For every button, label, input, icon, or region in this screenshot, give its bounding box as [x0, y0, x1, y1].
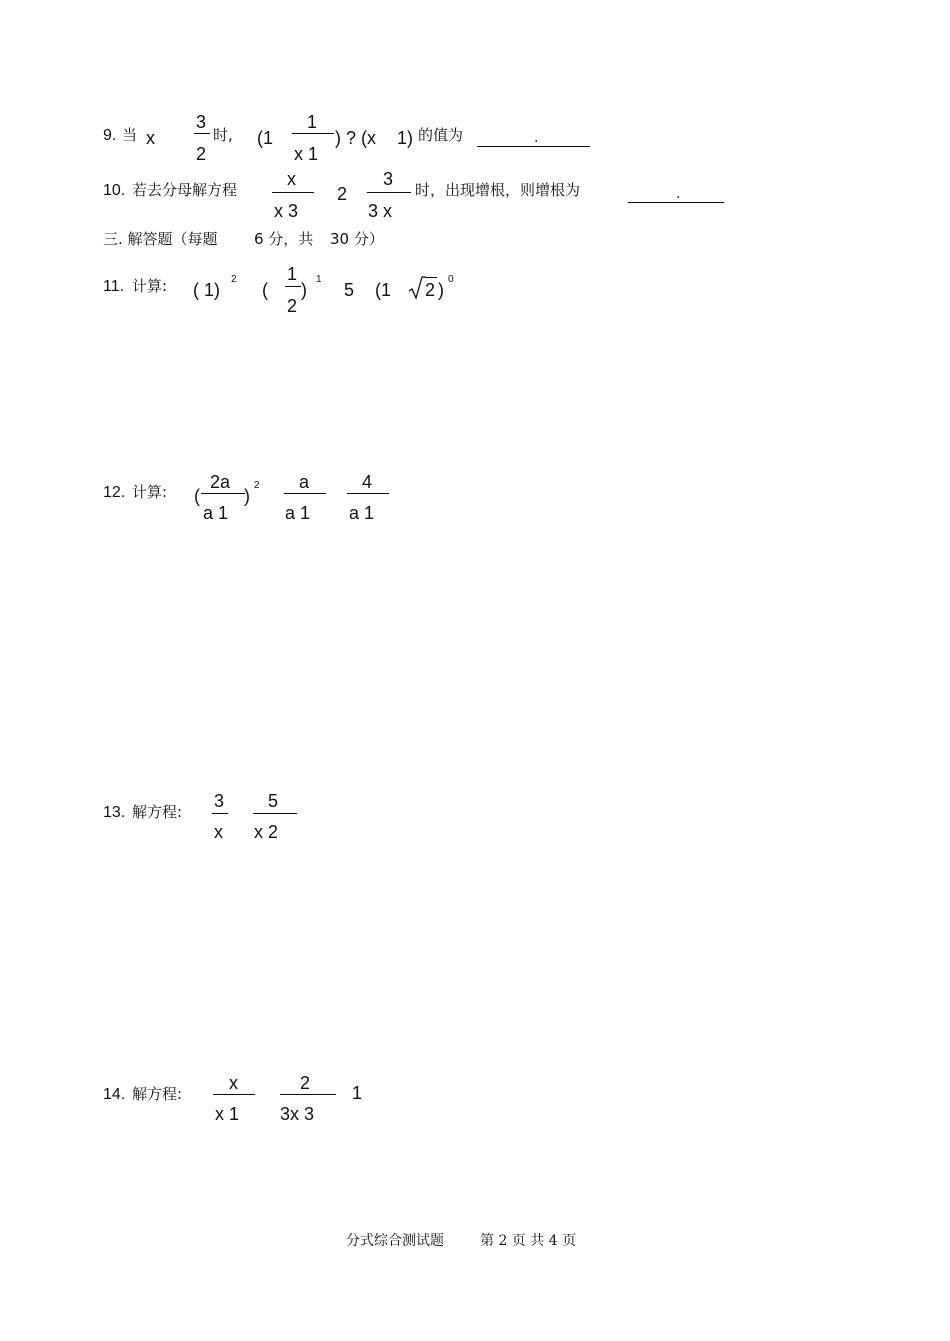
- q11-fraction-bar: [285, 286, 301, 287]
- q12-paren-open: (: [194, 486, 200, 506]
- q10-fraction2-denominator: 3 x: [368, 201, 393, 221]
- q9-operator: ) ? (x: [335, 128, 377, 148]
- q11-paren3-open: (1: [375, 280, 392, 300]
- q11-exponent2: 1: [316, 274, 322, 285]
- q9-variable-x: x: [146, 128, 155, 148]
- q14-fraction2-bar: [280, 1094, 336, 1095]
- q12-fraction3-denominator: a 1: [349, 503, 375, 523]
- q14-number: 14.: [103, 1086, 126, 1103]
- q14-fraction1-bar: [213, 1094, 255, 1095]
- q11-fraction-denominator: 2: [287, 296, 298, 316]
- q10-two: 2: [337, 184, 348, 204]
- q13-fraction1-numerator: 3: [214, 791, 225, 811]
- q13-label: 解方程:: [132, 803, 183, 821]
- q9-answer-blank[interactable]: [477, 146, 590, 147]
- q9-fraction1-denominator: 2: [196, 144, 207, 164]
- q12-fraction2-denominator: a 1: [285, 503, 311, 523]
- q10-fraction1-bar: [272, 192, 314, 193]
- q9-one-close: 1): [397, 128, 414, 148]
- q14-label: 解方程:: [132, 1085, 183, 1103]
- q9-fraction1-bar: [194, 133, 210, 134]
- q13-fraction2-bar: [253, 813, 297, 814]
- q11-sqrt-bar: [425, 277, 437, 278]
- q12-label: 计算:: [132, 483, 168, 501]
- q11-number: 11.: [103, 278, 125, 295]
- q11-sqrt-radicand: 2: [425, 280, 436, 300]
- footer-page-number: 第 2 页 共 4 页: [480, 1233, 577, 1249]
- q10-lead-text: 若去分母解方程: [132, 181, 238, 199]
- q10-fraction1-denominator: x 3: [274, 201, 299, 221]
- q10-tail-text: 时，出现增根，则增根为: [415, 181, 581, 199]
- q9-blank-dot: .: [534, 129, 539, 146]
- q12-fraction2-numerator: a: [299, 472, 310, 492]
- q13-fraction1-denominator: x: [214, 822, 223, 842]
- q11-exponent1: 2: [231, 274, 237, 285]
- q14-one: 1: [352, 1083, 363, 1103]
- q11-paren2-close: ): [301, 280, 307, 300]
- q9-time-text: 时,: [213, 126, 233, 144]
- q9-fraction2-denominator: x 1: [294, 144, 319, 164]
- q10-fraction1-numerator: x: [287, 169, 296, 189]
- q13-fraction1-bar: [212, 813, 228, 814]
- q12-fraction1-numerator: 2a: [210, 472, 231, 492]
- q12-paren-close: ): [244, 486, 250, 506]
- section-3-score: 6 分，共: [254, 230, 314, 248]
- q11-paren3-close: ): [438, 280, 444, 300]
- q13-number: 13.: [103, 804, 126, 821]
- q12-number: 12.: [103, 484, 126, 501]
- q12-fraction3-numerator: 4: [362, 472, 373, 492]
- q9-paren-open: (1: [257, 128, 274, 148]
- q14-fraction2-numerator: 2: [300, 1073, 311, 1093]
- section-3-total: 30 分）: [330, 230, 384, 248]
- q13-fraction2-denominator: x 2: [254, 822, 279, 842]
- q14-fraction1-numerator: x: [229, 1073, 238, 1093]
- q9-fraction2-bar: [292, 133, 334, 134]
- q14-fraction1-denominator: x 1: [215, 1104, 240, 1124]
- footer-title: 分式综合测试题: [346, 1233, 444, 1249]
- q12-fraction2-bar: [284, 493, 326, 494]
- section-3-title: 三. 解答题（每题: [103, 230, 218, 248]
- q10-answer-blank[interactable]: [628, 202, 724, 203]
- q9-number: 9.: [103, 127, 117, 144]
- q12-fraction1-denominator: a 1: [203, 503, 229, 523]
- q14-fraction2-denominator: 3x 3: [280, 1104, 315, 1124]
- q10-fraction2-bar: [367, 192, 411, 193]
- q11-paren2-open: (: [262, 280, 268, 300]
- q10-fraction2-numerator: 3: [383, 169, 394, 189]
- q12-fraction3-bar: [347, 493, 389, 494]
- q11-fraction-numerator: 1: [287, 264, 298, 284]
- q9-when-text: 当: [122, 126, 138, 144]
- q12-fraction1-bar: [201, 493, 245, 494]
- q9-value-text: 的值为: [418, 126, 464, 144]
- q13-fraction2-numerator: 5: [268, 791, 279, 811]
- q11-label: 计算:: [132, 277, 168, 295]
- q10-blank-dot: .: [676, 185, 681, 202]
- q11-exponent3: 0: [448, 274, 454, 285]
- q11-term1: ( 1): [193, 280, 220, 300]
- q11-sqrt-symbol-icon: [408, 276, 426, 300]
- q10-number: 10.: [103, 182, 126, 199]
- q11-five: 5: [344, 280, 355, 300]
- q12-exponent: 2: [254, 480, 260, 491]
- q9-fraction2-numerator: 1: [307, 112, 318, 132]
- q9-fraction1-numerator: 3: [196, 112, 207, 132]
